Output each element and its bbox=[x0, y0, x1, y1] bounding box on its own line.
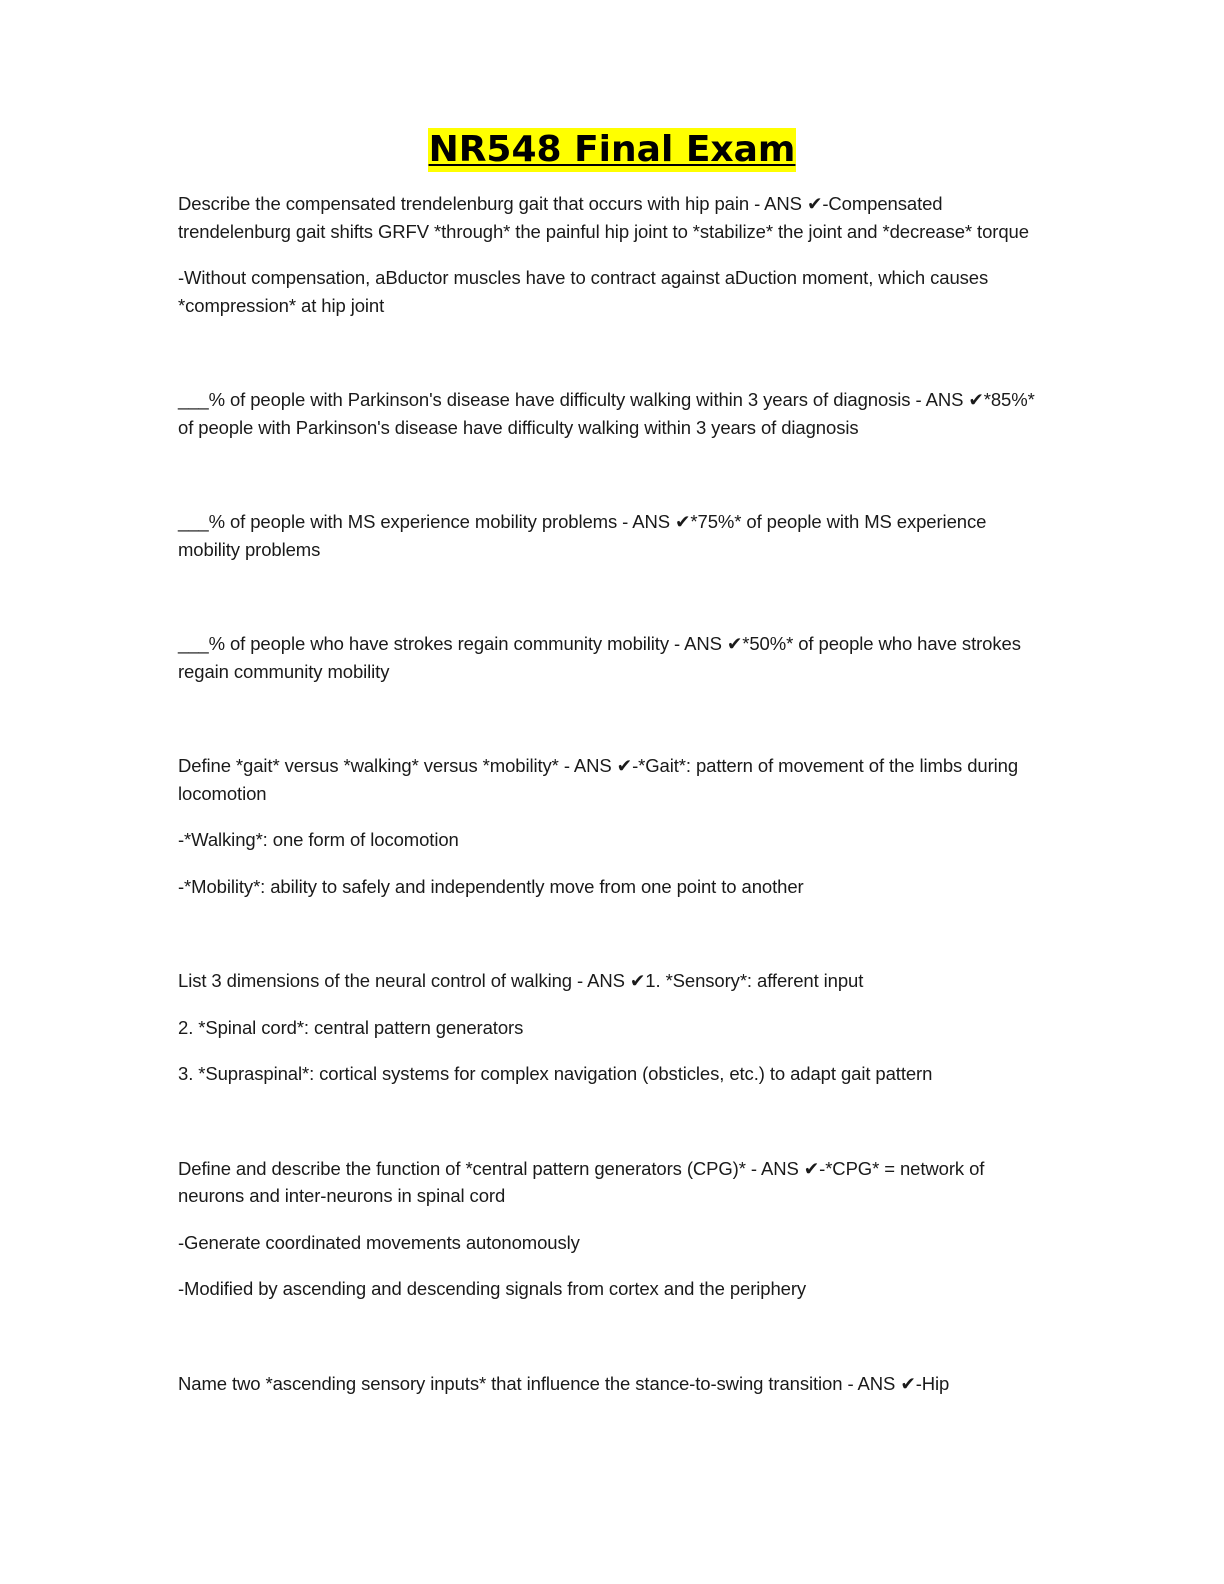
spacer bbox=[178, 338, 1046, 386]
question-paragraph: Describe the compensated trendelenburg gait that occurs with hip pain - ANS ✔-Compensated trendelenburg gait shifts GRFV *through* the painful hip joint to *stabilize* the joint and *decrease* torque bbox=[178, 193, 1029, 242]
question-paragraph: Define *gait* versus *walking* versus *mobility* - ANS ✔-*Gait*: pattern of movement of the limbs during locomotion bbox=[178, 755, 1019, 804]
spacer bbox=[178, 1322, 1046, 1370]
spacer bbox=[178, 460, 1046, 508]
answer-paragraph: -*Mobility*: ability to safely and independently move from one point to another bbox=[178, 875, 804, 897]
title-container bbox=[0, 128, 1224, 172]
spacer bbox=[178, 1107, 1046, 1155]
spacer bbox=[178, 919, 1046, 967]
answer-paragraph: -Generate coordinated movements autonomously bbox=[178, 1231, 580, 1253]
answer-paragraph: -*Walking*: one form of locomotion bbox=[178, 829, 459, 850]
question-paragraph: List 3 dimensions of the neural control of walking - ANS ✔1. *Sensory*: afferent input bbox=[178, 970, 864, 991]
question-paragraph: Define and describe the function of *central pattern generators (CPG)* - ANS ✔-*CPG* = network of neurons and inter-neurons in spinal cord bbox=[178, 1157, 985, 1206]
answer-paragraph: -Without compensation, aBductor muscles have to contract against aDuction moment, which causes *compression* at hip joint bbox=[178, 267, 989, 316]
document-title: NR548 Final Exam bbox=[428, 129, 796, 170]
spacer bbox=[178, 704, 1046, 752]
document-body bbox=[178, 190, 1046, 1416]
answer-paragraph: -Modified by ascending and descending signals from cortex and the periphery bbox=[178, 1278, 807, 1299]
answer-paragraph: 2. *Spinal cord*: central pattern generators bbox=[178, 1016, 524, 1038]
question-paragraph: Name two *ascending sensory inputs* that influence the stance-to-swing transition - ANS ✔-Hip bbox=[178, 1372, 950, 1394]
spacer bbox=[178, 582, 1046, 630]
question-paragraph: ___% of people with MS experience mobility problems - ANS ✔*75%* of people with MS experience mobility problems bbox=[178, 511, 987, 560]
question-paragraph: ___% of people with Parkinson's disease have difficulty walking within 3 years of diagnosis - ANS ✔*85%* of people with Parkinson's disease have difficulty walking within 3 years of diagnosis bbox=[178, 389, 1035, 438]
question-paragraph: ___% of people who have strokes regain community mobility - ANS ✔*50%* of people who have strokes regain community mobility bbox=[178, 633, 1021, 682]
answer-paragraph: 3. *Supraspinal*: cortical systems for complex navigation (obsticles, etc.) to adapt gait pattern bbox=[178, 1063, 933, 1084]
